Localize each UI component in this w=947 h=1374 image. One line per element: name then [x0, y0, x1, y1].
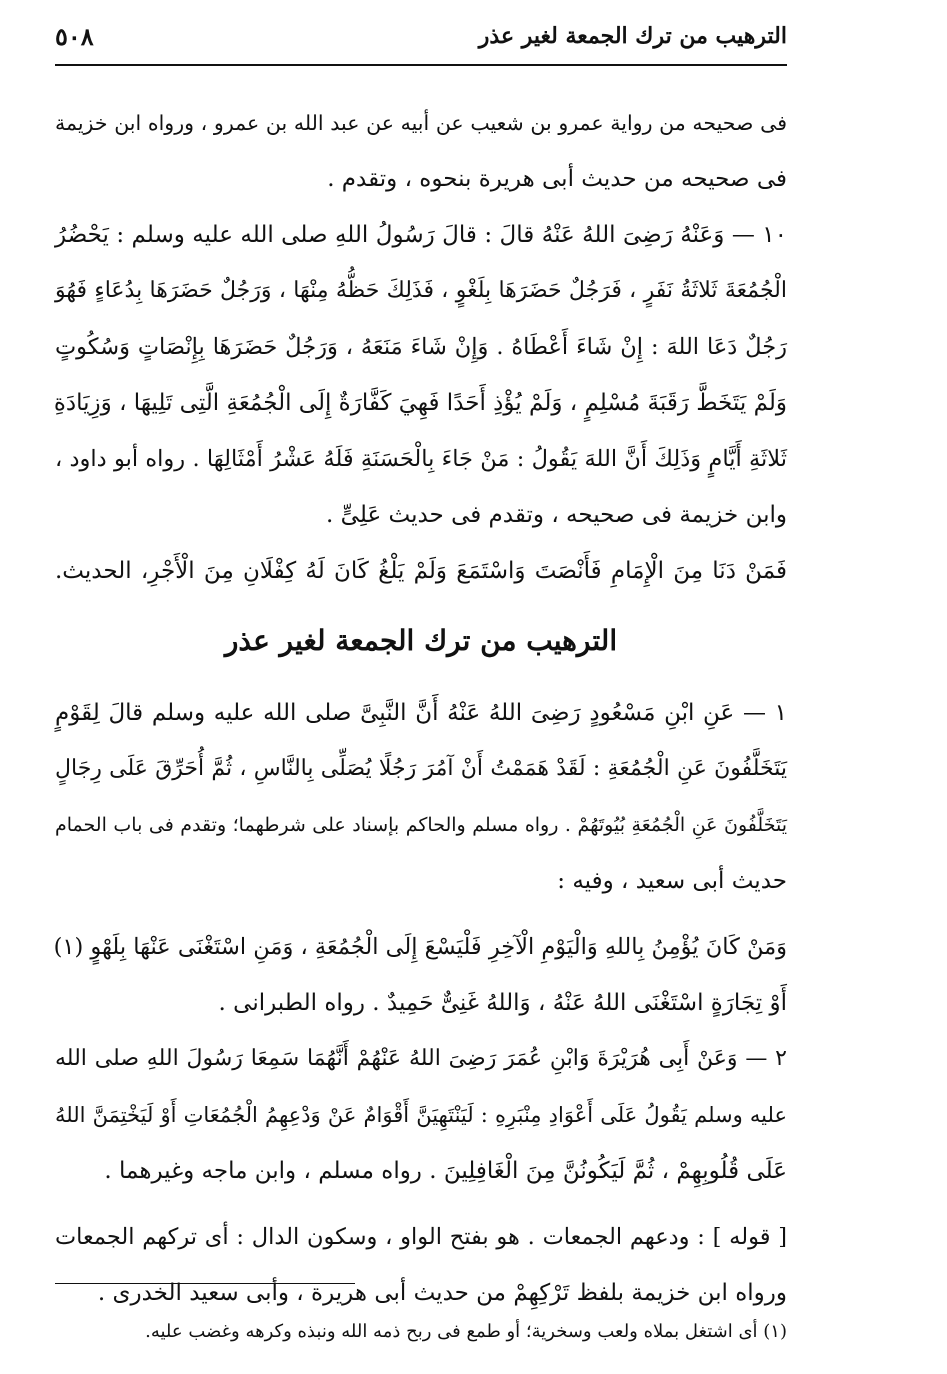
- page-number: ٥٠٨: [55, 21, 94, 51]
- commentary-line: [ قوله ] : ودعهم الجمعات . هو بفتح الواو ، وسكون الدال : أى تركهم الجمعات: [55, 1224, 787, 1250]
- page-header: [55, 16, 787, 56]
- hadith-10-line: ١٠ — وَعَنْهُ رَضِىَ اللهُ عَنْهُ قالَ : قالَ رَسُولُ اللهِ صلى الله عليه وسلم : يَحْضُرُ: [55, 222, 787, 248]
- hadith-1-line: حديث أبى سعيد ، وفيه :: [557, 868, 787, 894]
- hadith-2-line: عليه وسلم يَقُولُ عَلَى أَعْوَادِ مِنْبَرِهِ : لَيَنْتَهِيَنَّ أَقْوَامٌ عَنْ وَدْعِهِمُ الْجُمُعَاتِ أَوْ لَيَخْتِمَنَّ اللهُ: [55, 1103, 787, 1127]
- text-line: فى صحيحه من رواية عمرو بن شعيب عن أبيه عن عبد الله بن عمرو ، ورواه ابن خزيمة: [55, 111, 787, 135]
- text-line: فى صحيحه من حديث أبى هريرة بنحوه ، وتقدم .: [327, 166, 787, 192]
- running-title: الترهيب من ترك الجمعة لغير عذر: [478, 23, 787, 49]
- page-body: [55, 95, 787, 1321]
- hadith-2-line: عَلَى قُلُوبِهِمْ ، ثُمَّ لَيَكُونُنَّ مِنَ الْغَافِلِينَ . رواه مسلم ، وابن ماجه وغيرهما .: [104, 1158, 787, 1184]
- hadith-1-line: يَتَخَلَّفُونَ عَنِ الْجُمُعَةِ : لَقَدْ هَمَمْتُ أَنْ آمُرَ رَجُلًا يُصَلِّى بِالنَّاسِ ، ثُمَّ أُحَرِّقَ عَلَى رِجَالٍ: [55, 756, 788, 781]
- hadith-10-line: الْجُمُعَةَ ثَلاثَةُ نَفَرٍ ، فَرَجُلٌ حَضَرَهَا بِلَغْوٍ ، فَذَلِكَ حَظُّهُ مِنْهَا ، وَرَجُلٌ حَضَرَهَا بِدُعَاءٍ فَهُوَ: [55, 278, 787, 303]
- header-rule: [55, 64, 787, 66]
- footnote-rule: [55, 1283, 355, 1284]
- section-title: الترهيب من ترك الجمعة لغير عذر: [224, 624, 618, 657]
- hadith-10-line: وَلَمْ يَتَخَطَّ رَقَبَةَ مُسْلِمٍ ، وَلَمْ يُؤْذِ أَحَدًا فَهِيَ كَفَّارَةٌ إِلَى الْجُمُعَةِ الَّتِى تَلِيهَا ، وَزِيَادَةِ: [53, 390, 787, 416]
- hadith-10-addendum: فَمَنْ دَنَا مِنَ الْإِمَامِ فَأَنْصَتَ وَاسْتَمَعَ وَلَمْ يَلْغُ كَانَ لَهُ كِفْلَانِ مِنَ الْأَجْرِ، الحديث.: [55, 558, 787, 584]
- hadith-2-line: ٢ — وَعَنْ أَبِى هُرَيْرَةَ وَابْنِ عُمَرَ رَضِىَ اللهُ عَنْهُمْ أَنَّهُمَا سَمِعَا رَسُولَ اللهِ صلى الله: [55, 1046, 787, 1071]
- hadith-1-line: ١ — عَنِ ابْنِ مَسْعُودٍ رَضِىَ اللهُ عَنْهُ أَنَّ النَّبِىَّ صلى الله عليه وسلم قالَ لِقَوْمٍ: [55, 700, 787, 726]
- hadith-10-line: ثَلاثَةِ أَيَّامٍ وَذَلِكَ أَنَّ اللهَ يَقُولُ : مَنْ جَاءَ بِالْحَسَنَةِ فَلَهُ عَشْرُ أَمْثَالِهَا . رواه أبو داود ،: [55, 446, 787, 472]
- quote-line: أَوْ تِجَارَةٍ اسْتَغْنَى اللهُ عَنْهُ ، وَاللهُ غَنِىٌّ حَمِيدٌ . رواه الطبرانى .: [218, 990, 787, 1016]
- quote-line: وَمَنْ كَانَ يُؤْمِنُ بِاللهِ وَالْيَوْمِ الْآخِرِ فَلْيَسْعَ إِلَى الْجُمُعَةِ ، وَمَنِ اسْتَغْنَى عَنْهَا بِلَهْوٍ (١): [53, 934, 787, 960]
- hadith-1-line: يَتَخَلَّفُونَ عَنِ الْجُمُعَةِ بُيُوتَهُمْ . رواه مسلم والحاكم بإسناد على شرطهما؛ وتقدم فى باب الحمام: [55, 814, 787, 836]
- hadith-10-line: رَجُلٌ دَعَا اللهَ : إِنْ شَاءَ أَعْطَاهُ . وَإِنْ شَاءَ مَنَعَهُ ، وَرَجُلٌ حَضَرَهَا بِإِنْصَاتٍ وَسُكُوتٍ: [55, 334, 787, 360]
- footnote: (١) أى اشتغل بملاه ولعب وسخرية؛ أو طمع فى ربح ذمه الله ونبذه وكرهه وغضب عليه.: [145, 1321, 787, 1342]
- hadith-10-line: وابن خزيمة فى صحيحه ، وتقدم فى حديث عَلِىٍّ .: [326, 502, 787, 528]
- commentary-line: ورواه ابن خزيمة بلفظ تَرْكِهِمْ من حديث أبى هريرة ، وأبى سعيد الخدرى .: [97, 1280, 787, 1306]
